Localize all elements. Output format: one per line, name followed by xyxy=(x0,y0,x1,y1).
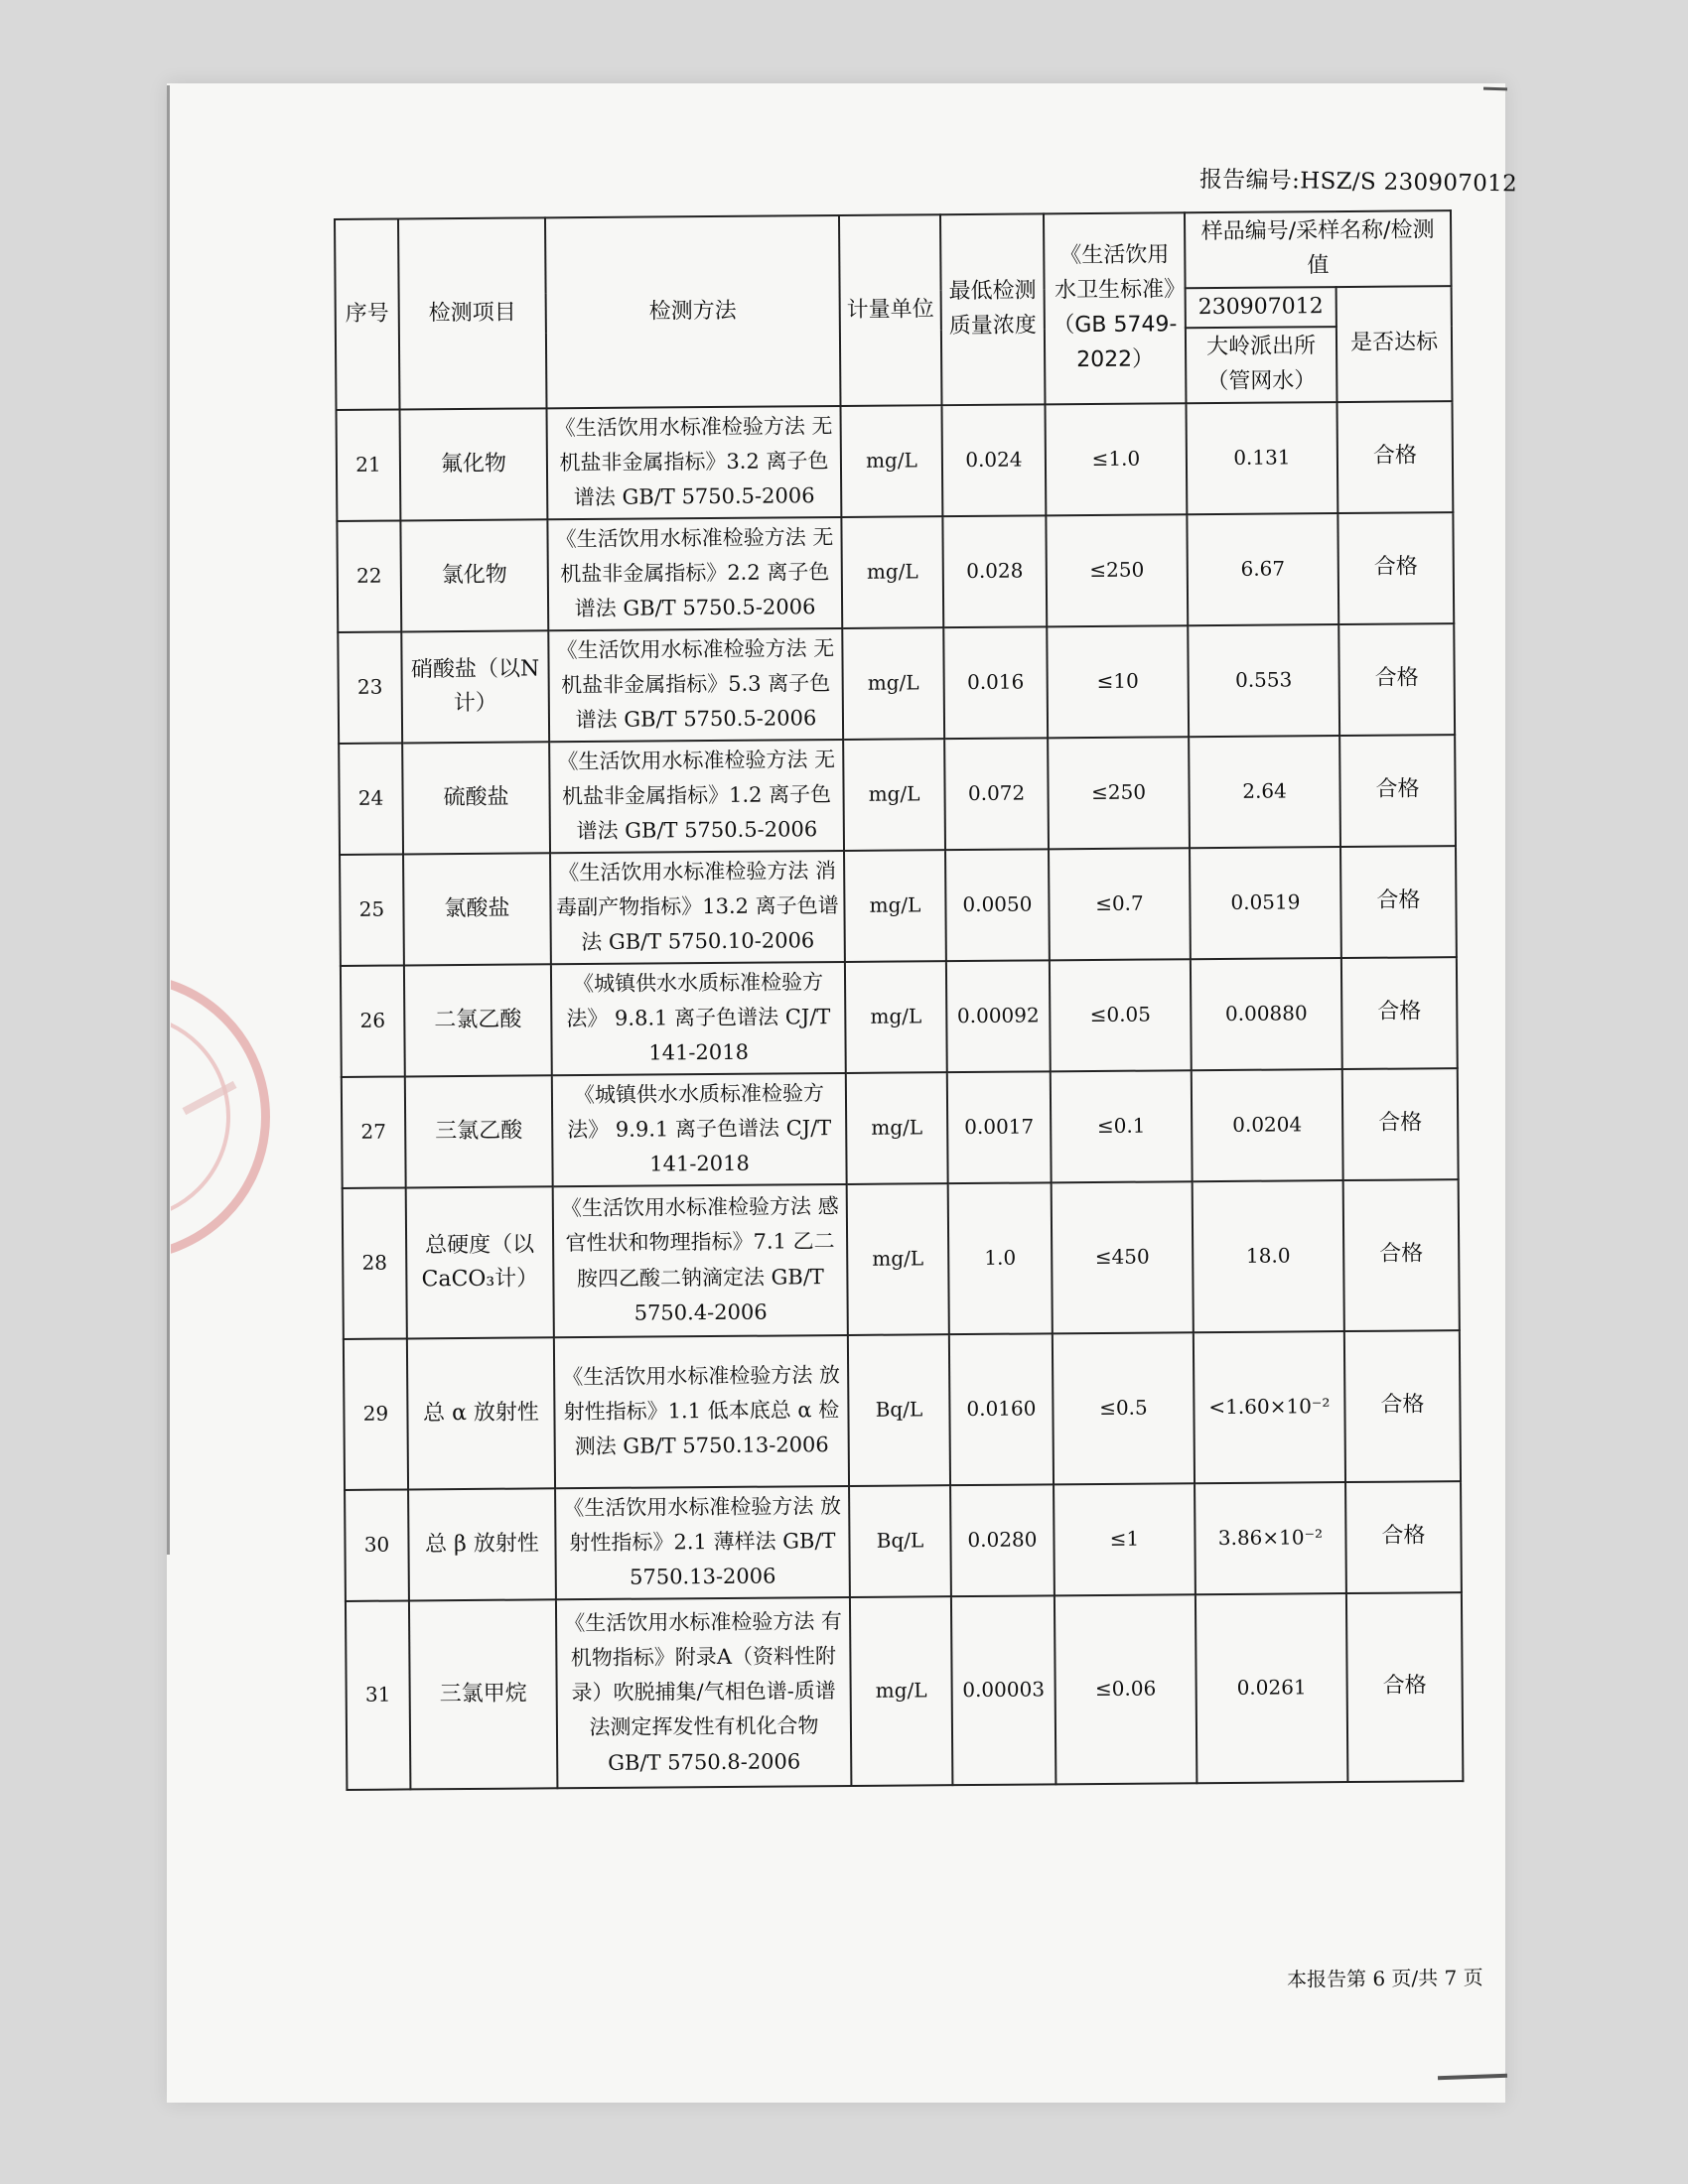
row-item: 氟化物 xyxy=(400,408,548,520)
header-unit: 计量单位 xyxy=(839,214,942,406)
table-row xyxy=(338,623,1455,744)
row-value: <1.60×10⁻² xyxy=(1194,1331,1345,1483)
row-method: 《生活饮用水标准检验方法 感官性状和物理指标》7.1 乙二胺四乙酸二钠滴定法 GB/T 5750.4-2006 xyxy=(553,1184,848,1337)
row-item: 二氯乙酸 xyxy=(404,964,552,1076)
row-index: 22 xyxy=(337,520,401,631)
row-min-concentration: 0.0050 xyxy=(945,849,1050,961)
row-method: 《生活饮用水标准检验方法 消毒副产物指标》13.2 离子色谱法 GB/T 5750.10-2006 xyxy=(550,851,845,964)
row-item: 硫酸盐 xyxy=(402,742,550,854)
header-standard: 《生活饮用水卫生标准》（GB 5749-2022） xyxy=(1044,212,1187,404)
row-pass: 合格 xyxy=(1339,735,1456,847)
row-unit: mg/L xyxy=(850,1596,952,1786)
row-index: 21 xyxy=(337,409,401,520)
row-unit: mg/L xyxy=(841,516,943,628)
row-pass: 合格 xyxy=(1346,1592,1464,1782)
row-value: 0.0261 xyxy=(1196,1593,1347,1783)
row-pass: 合格 xyxy=(1338,623,1455,736)
row-standard: ≤0.06 xyxy=(1055,1594,1196,1784)
header-method: 检测方法 xyxy=(545,215,840,408)
row-min-concentration: 0.00003 xyxy=(951,1595,1055,1785)
report-number: 报告编号:HSZ/S 230907012 xyxy=(1198,167,1518,198)
row-index: 29 xyxy=(344,1338,408,1489)
row-method: 《生活饮用水标准检验方法 放射性指标》2.1 薄样法 GB/T 5750.13-2006 xyxy=(555,1486,850,1599)
row-standard: ≤250 xyxy=(1046,514,1188,626)
row-standard: ≤250 xyxy=(1048,737,1190,849)
row-method: 《生活饮用水标准检验方法 放射性指标》1.1 低本底总 α 检测法 GB/T 5750.13-2006 xyxy=(554,1335,849,1488)
row-unit: mg/L xyxy=(840,405,942,517)
row-pass: 合格 xyxy=(1340,846,1457,958)
row-pass: 合格 xyxy=(1341,957,1458,1069)
row-standard: ≤450 xyxy=(1052,1181,1194,1333)
table-row xyxy=(342,1068,1459,1188)
row-method: 《生活饮用水标准检验方法 无机盐非金属指标》2.2 离子色谱法 GB/T 5750.5-2006 xyxy=(547,517,842,630)
row-standard: ≤0.1 xyxy=(1051,1070,1193,1182)
row-value: 0.131 xyxy=(1186,402,1337,514)
row-unit: mg/L xyxy=(842,627,944,740)
header-pass: 是否达标 xyxy=(1336,286,1453,402)
row-unit: mg/L xyxy=(846,1072,948,1184)
table-row xyxy=(337,512,1454,632)
row-index: 26 xyxy=(341,965,405,1076)
row-value: 0.0519 xyxy=(1190,847,1341,959)
row-min-concentration: 0.00092 xyxy=(946,960,1051,1072)
table-row xyxy=(337,401,1454,521)
table-row xyxy=(340,846,1457,966)
row-method: 《生活饮用水标准检验方法 无机盐非金属指标》5.3 离子色谱法 GB/T 5750.5-2006 xyxy=(548,628,843,742)
row-unit: mg/L xyxy=(847,1183,949,1335)
header-index: 序号 xyxy=(335,218,400,409)
row-standard: ≤10 xyxy=(1047,625,1189,738)
row-method: 《生活饮用水标准检验方法 无机盐非金属指标》1.2 离子色谱法 GB/T 5750.5-2006 xyxy=(549,740,844,853)
row-item: 氯酸盐 xyxy=(403,853,551,965)
row-index: 24 xyxy=(339,743,403,854)
table-row xyxy=(339,735,1456,855)
results-table xyxy=(334,209,1464,1791)
row-standard: ≤0.5 xyxy=(1053,1332,1195,1484)
row-min-concentration: 0.028 xyxy=(942,515,1047,627)
row-unit: mg/L xyxy=(845,961,947,1073)
row-value: 18.0 xyxy=(1193,1180,1344,1332)
row-min-concentration: 0.024 xyxy=(941,404,1046,516)
row-min-concentration: 0.072 xyxy=(944,738,1049,850)
header-sample-id: 230907012 xyxy=(1186,287,1336,329)
row-index: 23 xyxy=(338,631,402,743)
row-pass: 合格 xyxy=(1344,1330,1461,1482)
row-item: 三氯乙酸 xyxy=(405,1075,553,1187)
table-row xyxy=(341,957,1458,1077)
table-row xyxy=(346,1592,1463,1790)
row-index: 31 xyxy=(346,1600,410,1789)
row-unit: mg/L xyxy=(843,739,945,851)
row-method: 《城镇供水水质标准检验方法》 9.9.1 离子色谱法 CJ/T 141-2018 xyxy=(552,1073,847,1186)
results-table-wrap xyxy=(334,209,1462,1791)
partial-red-stamp xyxy=(171,965,282,1279)
row-pass: 合格 xyxy=(1337,512,1454,624)
row-standard: ≤1.0 xyxy=(1045,403,1187,515)
row-standard: ≤1 xyxy=(1054,1483,1196,1595)
row-min-concentration: 1.0 xyxy=(948,1182,1053,1334)
row-item: 总硬度（以CaCO₃计） xyxy=(406,1186,554,1338)
table-row xyxy=(345,1481,1462,1601)
header-sample-group: 样品编号/采样名称/检测值 xyxy=(1185,210,1452,288)
row-pass: 合格 xyxy=(1336,401,1453,513)
table-header-row xyxy=(335,210,1452,294)
table-row xyxy=(343,1179,1460,1339)
row-standard: ≤0.05 xyxy=(1050,959,1192,1071)
row-value: 0.00880 xyxy=(1191,958,1342,1070)
row-item: 总 α 放射性 xyxy=(407,1337,555,1489)
row-method: 《城镇供水水质标准检验方法》 9.8.1 离子色谱法 CJ/T 141-2018 xyxy=(551,962,846,1075)
row-standard: ≤0.7 xyxy=(1049,848,1191,960)
row-item: 三氯甲烷 xyxy=(409,1599,557,1789)
row-value: 0.0204 xyxy=(1192,1069,1343,1181)
header-sample-name: 大岭派出所（管网水） xyxy=(1186,327,1337,403)
header-item: 检测项目 xyxy=(398,217,547,409)
row-index: 25 xyxy=(340,854,404,965)
row-value: 6.67 xyxy=(1187,513,1338,625)
row-index: 30 xyxy=(345,1489,409,1600)
row-method: 《生活饮用水标准检验方法 无机盐非金属指标》3.2 离子色谱法 GB/T 5750.5-2006 xyxy=(547,406,842,519)
row-item: 总 β 放射性 xyxy=(408,1488,556,1600)
row-unit: Bq/L xyxy=(848,1334,950,1486)
page-number: 本报告第 6 页/共 7 页 xyxy=(1286,1965,1483,1991)
row-min-concentration: 0.016 xyxy=(943,626,1048,739)
row-unit: Bq/L xyxy=(849,1485,951,1597)
header-min-concentration: 最低检测质量浓度 xyxy=(940,213,1046,405)
row-pass: 合格 xyxy=(1343,1179,1460,1331)
row-index: 28 xyxy=(343,1187,407,1338)
row-value: 3.86×10⁻² xyxy=(1195,1482,1346,1594)
paper-left-edge xyxy=(167,85,170,1555)
row-min-concentration: 0.0017 xyxy=(947,1071,1052,1183)
row-item: 氯化物 xyxy=(400,519,548,631)
row-value: 0.553 xyxy=(1188,624,1339,737)
row-pass: 合格 xyxy=(1345,1481,1462,1593)
row-min-concentration: 0.0280 xyxy=(950,1484,1055,1596)
row-pass: 合格 xyxy=(1342,1068,1459,1180)
row-value: 2.64 xyxy=(1189,736,1340,848)
row-method: 《生活饮用水标准检验方法 有机物指标》附录A（资料性附录）吹脱捕集/气相色谱-质谱法测定挥发性有机化合物 GB/T 5750.8-2006 xyxy=(556,1597,851,1788)
row-index: 27 xyxy=(342,1076,406,1187)
table-row xyxy=(344,1330,1461,1490)
row-unit: mg/L xyxy=(844,850,946,962)
row-item: 硝酸盐（以N计） xyxy=(401,630,549,743)
row-min-concentration: 0.0160 xyxy=(949,1333,1054,1485)
